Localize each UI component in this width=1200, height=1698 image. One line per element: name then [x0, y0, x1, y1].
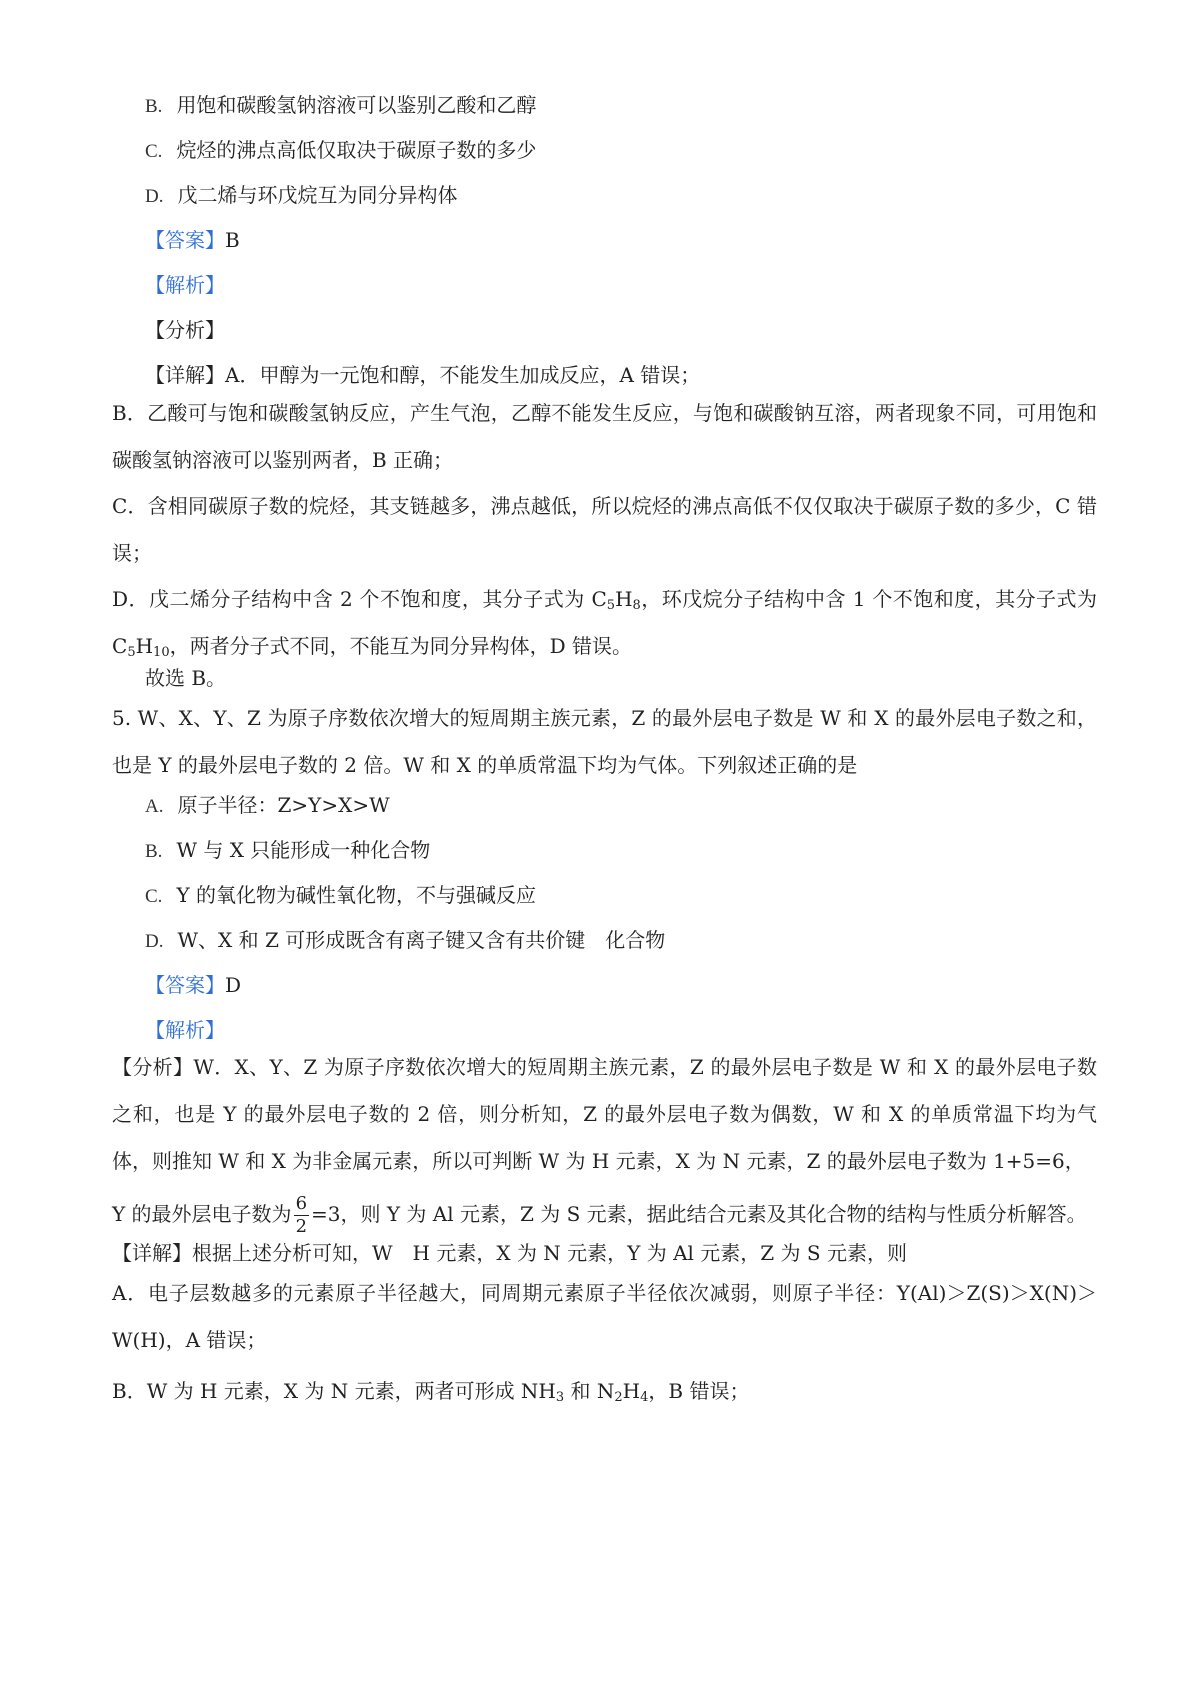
q5-detail-a: A．电子层数越多的元素原子半径越大，同周期元素原子半径依次减弱，则原子半径：Y(Al)＞Z(S)＞X(N)＞W(H)，A 错误；	[112, 1281, 1097, 1352]
fenxi-tag: 【分析】	[145, 318, 225, 342]
option-text: Y 的氧化物为碱性氧化物，不与强碱反应	[176, 883, 536, 907]
fenxi-text-3: =3，则 Y 为 Al 元素，Z 为 S 元素，据此结合元素及其化合物的结构与性质分析解答。	[311, 1202, 1087, 1226]
fenxi-text-1: W．X、Y、Z 为原子序数依次增大的短周期主族元素，Z 的最外层电子数是 W 和 X 的最外层电子数之和，也是 Y 的最外层电子数的 2 倍，则分析知，Z 的最外层电子数为偶数，W 和 X 的单质常温下均为气体，则推知 W 和 X 为非金属元素，所以可判断 W 为 H 元素，X 为 N 元素，Z 的最外层电子数为 1+5=6，	[112, 1055, 1097, 1173]
subscript: 8	[632, 598, 641, 613]
option-key: A.	[145, 796, 164, 817]
detail-a: 【详解】A．甲醇为一元饱和醇，不能发生加成反应，A 错误；	[145, 363, 701, 387]
fraction-denominator: 2	[295, 1216, 308, 1237]
q5-option-a	[145, 790, 1135, 822]
fenxi-label	[145, 315, 1135, 345]
q5-option-c	[145, 880, 1135, 912]
conclusion: 故选 B。	[145, 666, 227, 690]
formula-h: H	[615, 587, 633, 611]
subscript: 5	[127, 645, 136, 660]
option-key: B.	[145, 96, 163, 117]
subscript: 2	[614, 1390, 623, 1405]
detail-d	[112, 576, 1097, 670]
answer-label: 【答案】	[145, 973, 225, 997]
formula-h: H	[622, 1379, 641, 1403]
answer-value: D	[225, 973, 242, 997]
detail-b: B．乙酸可与饱和碳酸氢钠反应，产生气泡，乙醇不能发生反应，与饱和碳酸钠互溶，两者现象不同，可用饱和碳酸氢钠溶液可以鉴别两者，B 正确；	[112, 401, 1097, 472]
option-key: B.	[145, 841, 163, 862]
subscript: 10	[153, 645, 170, 660]
option-key: C.	[145, 886, 163, 907]
q5-fenxi-fraction-line	[112, 1189, 1102, 1239]
formula-h: H	[135, 634, 154, 658]
option-text: 原子半径：Z>Y>X>W	[177, 793, 390, 817]
option-key: C.	[145, 141, 163, 162]
option-key: D.	[145, 931, 164, 952]
detail-b-text-3: ，B 错误；	[648, 1379, 750, 1403]
analysis-tag: 【解析】	[145, 273, 225, 297]
q5-fenxi	[112, 1044, 1097, 1185]
detail-c: C．含相同碳原子数的烷烃，其支链越多，沸点越低，所以烷烃的沸点高低不仅仅取决于碳原子数的多少，C 错误；	[112, 494, 1097, 565]
q5-answer-line	[145, 970, 1135, 1000]
fraction-numerator: 6	[295, 1193, 308, 1214]
option-b	[145, 90, 1135, 122]
answer-line	[145, 225, 1135, 255]
answer-label: 【答案】	[145, 228, 225, 252]
option-text: W、X 和 Z 可形成既含有离子键又含有共价键 化合物	[177, 928, 666, 952]
q5-analysis-label	[145, 1015, 1135, 1045]
option-c	[145, 135, 1135, 167]
option-key: D.	[145, 186, 164, 207]
analysis-label	[145, 270, 1135, 300]
analysis-tag: 【解析】	[145, 1018, 225, 1042]
q5-option-b	[145, 835, 1135, 867]
q5-detail-b	[112, 1376, 1102, 1406]
option-text: 用饱和碳酸氢钠溶液可以鉴别乙酸和乙醇	[176, 93, 537, 117]
fraction	[294, 1193, 309, 1238]
detail-d-text-3: ，两者分子式不同，不能互为同分异构体，D 错误。	[169, 634, 632, 658]
subscript: 3	[555, 1390, 565, 1405]
fenxi-tag: 【分析】	[112, 1055, 194, 1079]
option-d	[145, 180, 1135, 212]
option-text: 戊二烯与环戊烷互为同分异构体	[177, 183, 458, 207]
option-text: W 与 X 只能形成一种化合物	[176, 838, 431, 862]
q5-detail-intro: 【详解】根据上述分析可知，W H 元素，X 为 N 元素，Y 为 Al 元素，Z 为 S 元素，则	[112, 1241, 907, 1265]
detail-d-text-1: D．戊二烯分子结构中含 2 个不饱和度，其分子式为 C	[112, 587, 607, 611]
subscript: 4	[640, 1390, 649, 1405]
fenxi-text-2: Y 的最外层电子数为	[112, 1202, 292, 1226]
detail-d-text-2: ，环戊烷分子结构中含 1 个不饱和度，其分子式为 C	[112, 587, 1097, 658]
q5-stem: 5. W、X、Y、Z 为原子序数依次增大的短周期主族元素，Z 的最外层电子数是 W 和 X 的最外层电子数之和，也是 Y 的最外层电子数的 2 倍。W 和 X 的单质常温下均为气体。下列叙述正确的是	[112, 706, 1097, 777]
detail-b-text-1: B．W 为 H 元素，X 为 N 元素，两者可形成 NH	[112, 1379, 556, 1403]
q5-option-d	[145, 925, 1135, 957]
subscript: 5	[606, 598, 616, 613]
option-text: 烷烃的沸点高低仅取决于碳原子数的多少	[176, 138, 537, 162]
answer-value: B	[225, 228, 240, 252]
detail-b-text-2: 和 N	[564, 1379, 615, 1403]
